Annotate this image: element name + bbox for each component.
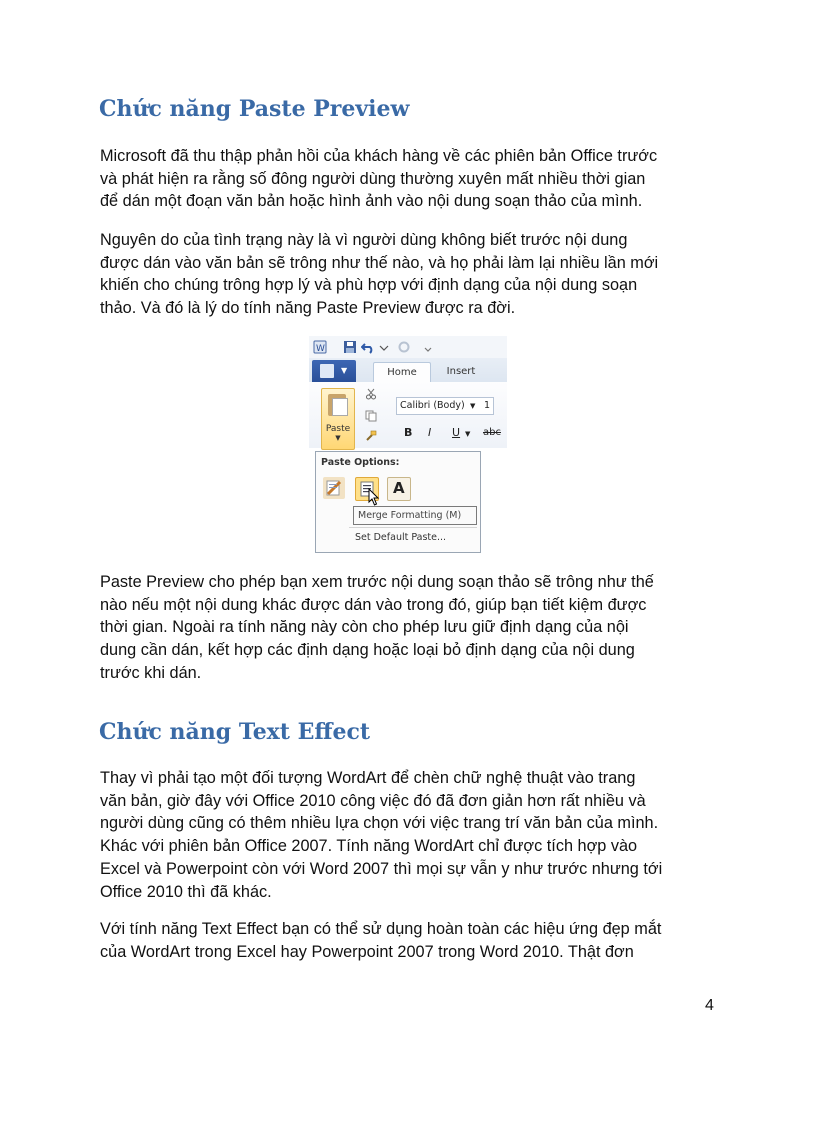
tooltip <box>353 506 477 525</box>
paragraph-text-effect-1 <box>100 767 725 903</box>
section-heading-paste-preview: Chức năng Paste Preview <box>99 96 410 122</box>
font-name-value: Calibri (Body) <box>400 400 465 411</box>
text-line: trước khi dán. <box>100 663 202 682</box>
chevron-down-icon <box>377 340 391 354</box>
paste-options-screenshot <box>309 336 507 554</box>
text-line: Thay vì phải tạo một đối tượng WordArt để chèn chữ nghệ thuật vào trang <box>100 769 636 787</box>
text-line: Excel và Powerpoint còn với Word 2007 thì mọi sự vẫn y như trước nhưng tới <box>100 859 663 878</box>
customize-toolbar-icon <box>421 340 435 354</box>
chevron-down-icon: ▼ <box>470 402 476 410</box>
text-line: người dùng cũng có thêm nhiều lựa chọn với việc trang trí văn bản của mình. <box>100 814 659 833</box>
font-size-value: 1 <box>484 400 491 411</box>
redo-icon <box>397 340 411 354</box>
bold-button[interactable]: B <box>404 426 413 439</box>
paragraph-paste-preview-3 <box>100 571 725 685</box>
keep-source-formatting-icon <box>323 477 345 499</box>
format-painter-icon[interactable] <box>365 430 377 442</box>
save-icon <box>343 340 357 354</box>
italic-button[interactable]: I <box>428 426 432 439</box>
menu-divider <box>349 527 477 528</box>
undo-icon <box>361 340 375 354</box>
paragraph-paste-preview-1 <box>100 145 725 213</box>
text-line: Nguyên do của tình trạng này là vì người dùng không biết trước nội dung <box>100 231 628 249</box>
section-heading-text-effect: Chức năng Text Effect <box>99 719 371 745</box>
svg-text:W: W <box>316 344 325 354</box>
text-line: Với tính năng Text Effect bạn có thể sử dụng hoàn toàn các hiệu ứng đẹp mắt <box>100 920 662 938</box>
underline-button[interactable]: U <box>452 426 461 439</box>
mouse-pointer-icon <box>368 488 380 506</box>
tooltip-text: Merge Formatting (M) <box>358 510 462 521</box>
page-number: 4 <box>705 997 714 1014</box>
tab-insert[interactable]: Insert <box>446 366 476 377</box>
text-line: Office 2010 thì đã khác. <box>100 882 272 901</box>
paragraph-paste-preview-2 <box>100 229 725 320</box>
set-default-paste-item[interactable]: Set Default Paste... <box>355 532 447 543</box>
keep-source-formatting-option[interactable] <box>323 477 345 499</box>
text-only-glyph: A <box>393 479 405 497</box>
paper-icon <box>332 398 348 416</box>
file-menu-icon <box>320 364 334 378</box>
text-line: Paste Preview cho phép bạn xem trước nội dung soạn thảo sẽ trông như thế <box>100 573 654 591</box>
text-line: được dán vào văn bản sẽ trông như thế nào, và họ phải làm lại nhiều lần mới <box>100 253 659 272</box>
word-app-icon <box>313 340 327 354</box>
keep-text-only-option[interactable] <box>387 477 411 501</box>
text-line: và phát hiện ra rằng số đông người dùng thường xuyên mất nhiều thời gian <box>100 169 646 188</box>
paste-label: Paste <box>325 424 351 434</box>
quick-access-toolbar <box>309 336 507 358</box>
tab-home[interactable]: Home <box>373 362 431 383</box>
paragraph-text-effect-2 <box>100 918 725 963</box>
text-line: dung cần dán, kết hợp các định dạng hoặc loại bỏ định dạng của nội dung <box>100 641 635 660</box>
text-line: Khác với phiên bản Office 2007. Tính năng WordArt chỉ được tích hợp vào <box>100 837 638 856</box>
chevron-down-icon: ▼ <box>465 430 471 438</box>
text-line: văn bản, giờ đây với Office 2010 công việc đó đã đơn giản hơn rất nhiều và <box>100 791 646 810</box>
text-line: nào nếu một nội dung khác được dán vào trong đó, giúp bạn tiết kiệm được <box>100 595 647 614</box>
cut-icon[interactable] <box>365 388 377 400</box>
paste-button[interactable] <box>321 388 355 450</box>
strikethrough-button[interactable]: abc <box>483 427 501 438</box>
text-line: thời gian. Ngoài ra tính năng này còn cho phép lưu giữ định dạng của nội <box>100 618 629 637</box>
text-line: khiến cho chúng trông hợp lý và phù hợp với định dạng của nội dung soạn <box>100 276 638 295</box>
text-line: của WordArt trong Excel hay Powerpoint 2007 trong Word 2010. Thật đơn <box>100 942 634 961</box>
chevron-down-icon: ▼ <box>335 434 341 442</box>
text-line: để dán một đoạn văn bản hoặc hình ảnh vào nội dung soạn thảo của mình. <box>100 192 643 211</box>
copy-icon[interactable] <box>365 410 377 422</box>
file-tab[interactable] <box>312 360 356 382</box>
chevron-down-icon: ▼ <box>341 366 348 375</box>
text-line: thảo. Và đó là lý do tính năng Paste Preview được ra đời. <box>100 299 516 318</box>
paste-options-title: Paste Options: <box>321 457 400 468</box>
font-name-combo[interactable] <box>396 397 494 415</box>
text-line: Microsoft đã thu thập phản hồi của khách hàng về các phiên bản Office trước <box>100 147 658 165</box>
